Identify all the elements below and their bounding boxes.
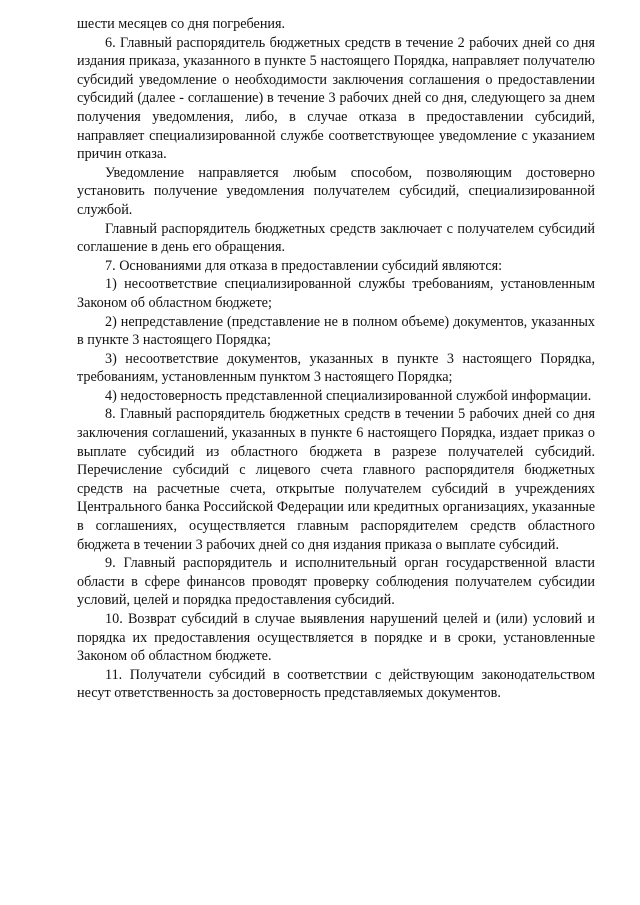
paragraph-7-item-3: 3) несоответствие документов, указанных в пункте 3 настоящего Порядка, требованиям, установленным пунктом 3 настоящего Порядка; [77,350,595,386]
paragraph-8: 8. Главный распорядитель бюджетных средств в течении 5 рабочих дней со дня заключения соглашений, указанных в пункте 6 настоящего Порядка, издает приказ о выплате субсидий из областного бюджета в разрезе получателей субсидий. Перечисление субсидий с лицевого счета главного распорядителя бюджетных средств на расчетные счета, открытые получателем субсидий в учреждениях Центрального банка Российской Федерации или кредитных организациях, указанные в соглашениях, осуществляется главным распорядителем средств областного бюджета в течении 3 рабочих дней со дня издания приказа о выплате субсидий. [77,406,595,553]
paragraph-7-item-1: 1) несоответствие специализированной службы требованиям, установленным Законом об областном бюджете; [77,276,595,311]
paragraph-6: 6. Главный распорядитель бюджетных средств в течение 2 рабочих дней со дня издания приказа, указанного в пункте 5 настоящего Порядка, направляет получателю субсидий уведомление о необходимости заключения соглашения о предоставлении субсидий (далее - соглашение) в течение 3 рабочих дней со дня, следующего за днем получения уведомления, либо, в случае отказа в предоставлении субсидий, направляет специализированной службе соответствующее уведомление с указанием причин отказа. [77,34,595,163]
paragraph-6-agreement: Главный распорядитель бюджетных средств заключает с получателем субсидий соглашение в день его обращения. [77,220,595,256]
paragraph-continuation: шести месяцев со дня погребения. [77,16,286,32]
document-page [77,15,595,703]
paragraph-10: 10. Возврат субсидий в случае выявления нарушений целей и (или) условий и порядка их предоставления осуществляется в порядке и в сроки, установленные Законом об областном бюджете. [77,611,595,665]
paragraph-9: 9. Главный распорядитель и исполнительный орган государственной власти области в сфере финансов проводят проверку соблюдения получателем субсидии условий, целей и порядка предоставления субсидий. [77,555,595,609]
paragraph-6-notice: Уведомление направляется любым способом, позволяющим достоверно установить получение уведомления получателем субсидий, специализированной службой. [77,164,595,218]
paragraph-7-item-2: 2) непредставление (представление не в полном объеме) документов, указанных в пункте 3 настоящего Порядка; [77,313,595,349]
paragraph-7: 7. Основаниями для отказа в предоставлении субсидий являются: [105,257,503,274]
paragraph-11: 11. Получатели субсидий в соответствии с действующим законодательством несут ответственность за достоверность представляемых документов. [77,666,595,702]
paragraph-7-item-4: 4) недостоверность представленной специализированной службой информации. [105,387,592,404]
